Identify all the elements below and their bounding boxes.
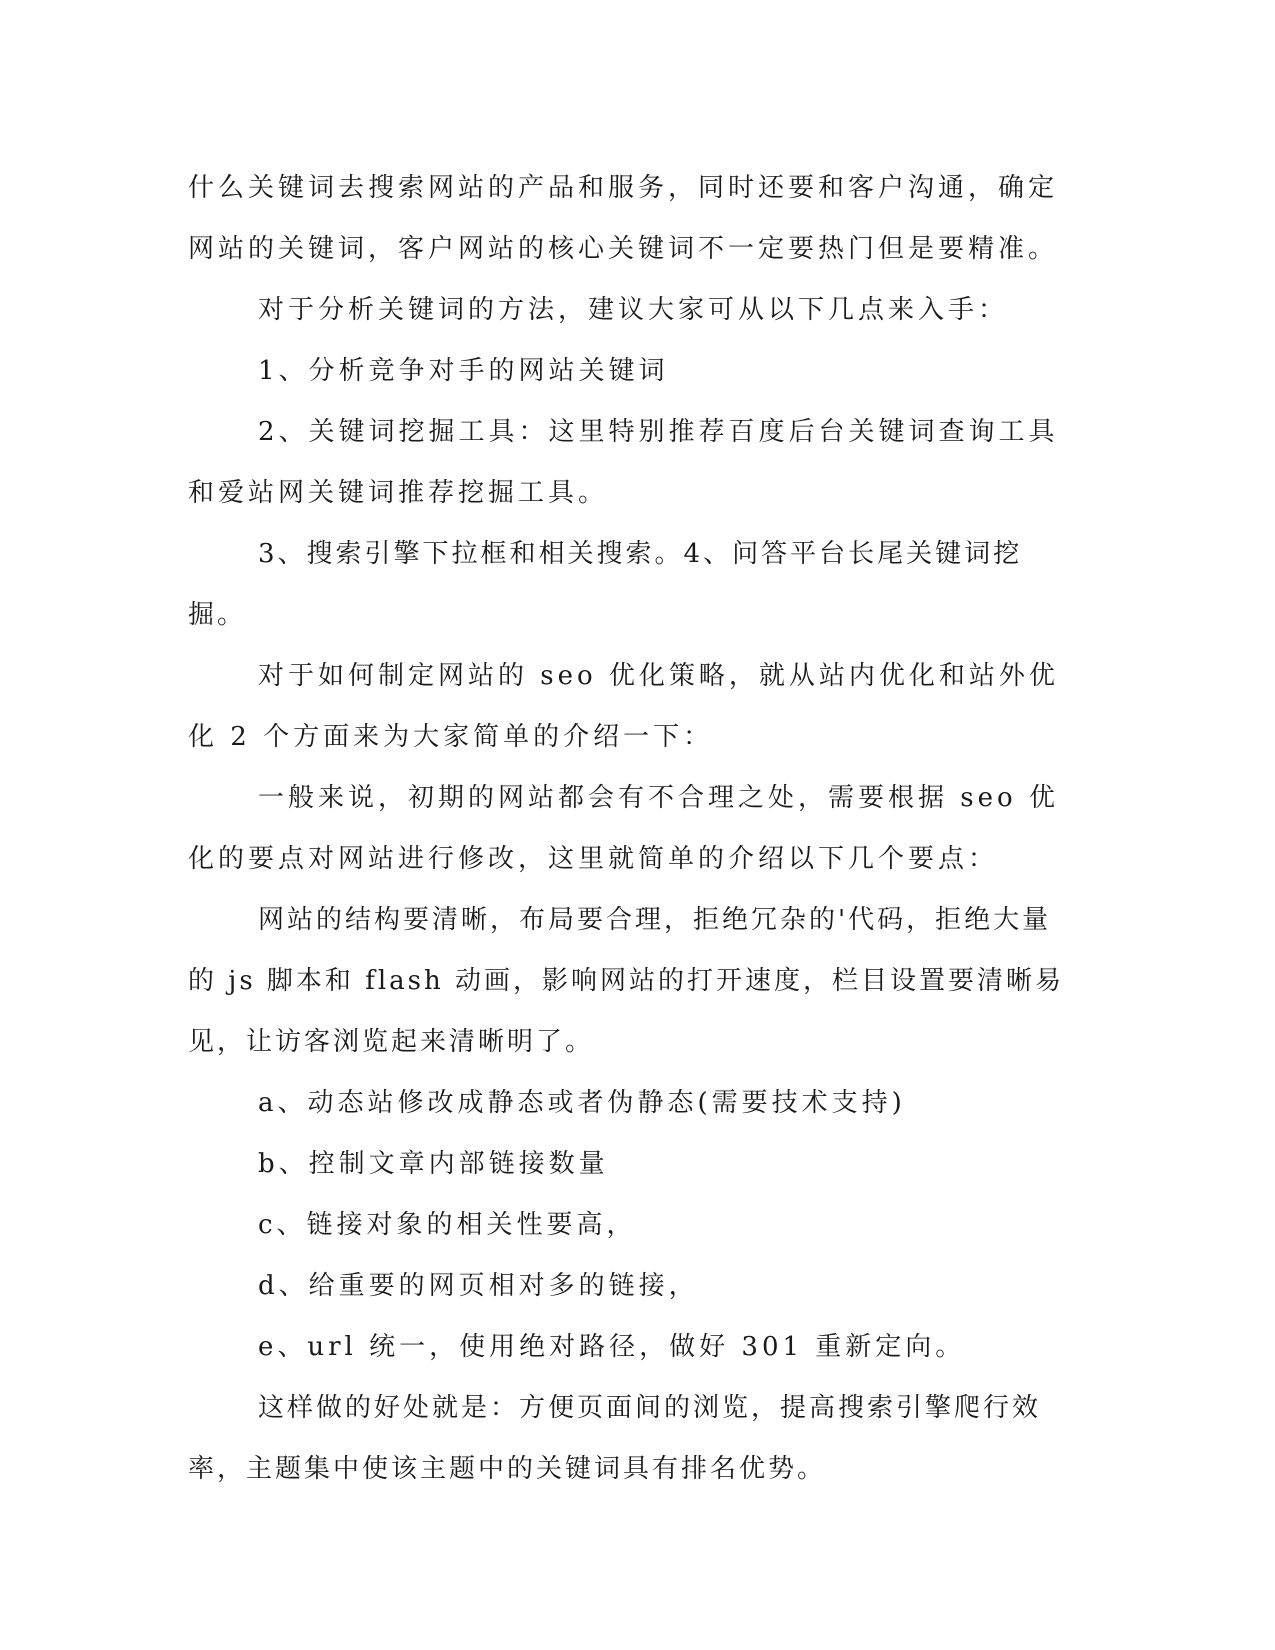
list-item-1: 1、分析竞争对手的网站关键词 — [258, 356, 669, 386]
list-item-2: 2、关键词挖掘工具：这里特别推荐百度后台关键词查询工具和爱站网关键词推荐挖掘工具。 — [188, 417, 1059, 508]
document-body — [188, 158, 1073, 1500]
list-item-e: e、url 统一，使用绝对路径，做好 301 重新定向。 — [258, 1332, 966, 1362]
paragraph-seo-strategy: 对于如何制定网站的 seo 优化策略，就从站内优化和站外优化 2 个方面来为大家简单的介绍一下： — [188, 661, 1059, 752]
list-item-a: a、动态站修改成静态或者伪静态(需要技术支持) — [258, 1088, 906, 1118]
paragraph-keyword-intro: 什么关键词去搜索网站的产品和服务，同时还要和客户沟通，确定网站的关键词，客户网站的核心关键词不一定要热门但是要精准。 — [188, 173, 1059, 264]
list-item-c: c、链接对象的相关性要高， — [258, 1210, 637, 1240]
list-item-d: d、给重要的网页相对多的链接， — [258, 1271, 699, 1301]
paragraph-initial-site: 一般来说，初期的网站都会有不合理之处，需要根据 seo 优化的要点对网站进行修改，这里就简单的介绍以下几个要点： — [188, 783, 1059, 874]
paragraph-analysis-methods: 对于分析关键词的方法，建议大家可从以下几点来入手： — [258, 295, 1009, 325]
paragraph-benefits: 这样做的好处就是：方便页面间的浏览，提高搜索引擎爬行效率，主题集中使该主题中的关键词具有排名优势。 — [188, 1393, 1042, 1484]
paragraph-site-structure: 网站的结构要清晰，布局要合理，拒绝冗杂的'代码，拒绝大量的 js 脚本和 flash 动画，影响网站的打开速度，栏目设置要清晰易见，让访客浏览起来清晰明了。 — [188, 905, 1064, 1057]
list-item-3-4: 3、搜索引擎下拉框和相关搜索。4、问答平台长尾关键词挖掘。 — [188, 539, 1023, 630]
list-item-b: b、控制文章内部链接数量 — [258, 1149, 609, 1179]
